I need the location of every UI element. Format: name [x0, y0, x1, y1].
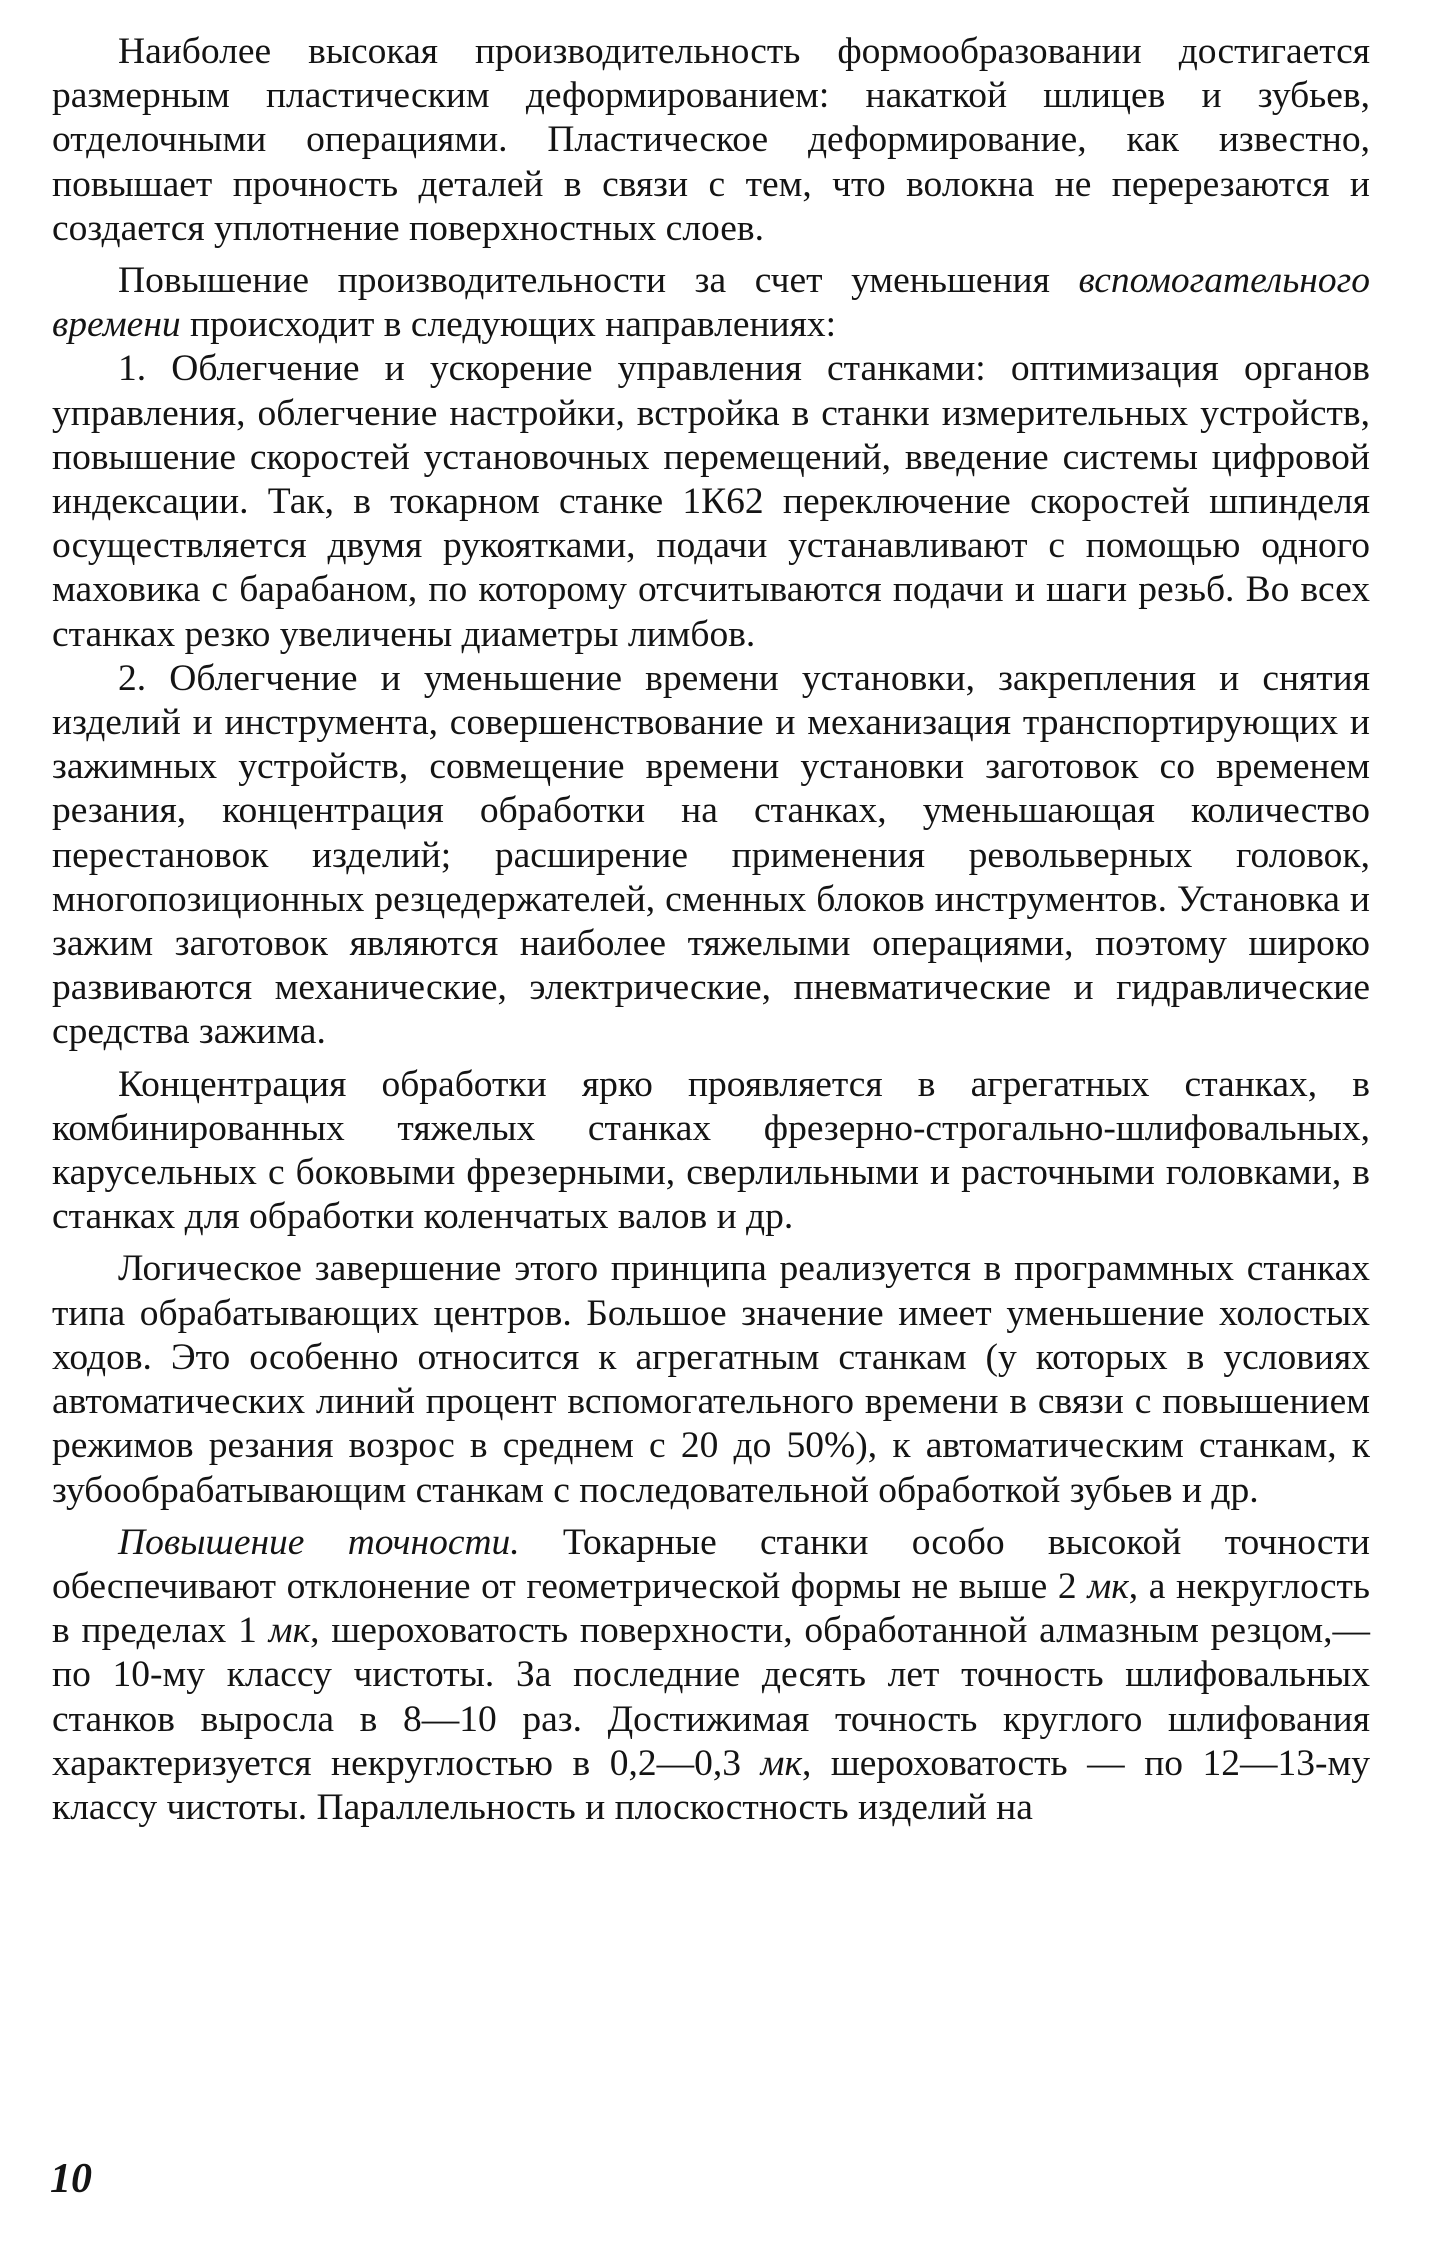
page-body	[52, 30, 1370, 1830]
text-run: , шероховатость поверхности, обработанной алмазным резцом,— по 10-му классу чистоты. За последние десять лет точность шлифовальных станков выросла в 8—10 раз. Достижимая точность круглого шлифования характеризуется некруглостью в 0,2—0,3	[52, 1610, 1370, 1784]
paragraph-forming-productivity	[52, 30, 1370, 251]
paragraph-auxiliary-time-intro	[52, 259, 1370, 347]
text-run: Токарные станки особо высокой точности обеспечивают отклонение от геометрической формы не выше 2	[52, 1521, 1370, 1607]
paragraph-accuracy	[52, 1521, 1370, 1830]
list-item-2	[52, 657, 1370, 1055]
text-run: 2. Облегчение и уменьшение времени установки, закрепления и снятия изделий и инструмента, совершенствование и механизация транспортирующих и зажимных устройств, совмещение времени установки заготовок со временем резания, концентрация обработки на станках, уменьшающая количество перестановок изделий; расширение применения револьверных головок, многопозиционных резцедержателей, сменных блоков инструментов. Установка и зажим заготовок являются наиболее тяжелыми операциями, поэтому широко развиваются механические, электрические, пневматические и гидравлические средства зажима.	[52, 657, 1370, 1053]
paragraph-logical-completion	[52, 1247, 1370, 1512]
italic-heading: Повышение точности.	[118, 1521, 520, 1563]
list-item-1	[52, 347, 1370, 656]
paragraph-concentration	[52, 1063, 1370, 1240]
page-number: 10	[50, 2156, 92, 2202]
text-run: происходит в следующих направлениях:	[180, 304, 837, 346]
italic-term: вспомогательного времени	[52, 260, 1370, 346]
text-run: , а некруглость в пределах 1	[52, 1565, 1370, 1652]
text-run: Логическое завершение этого принципа реализуется в программных станках типа обрабатывающих центров. Большое значение имеет уменьшение холостых ходов. Это особенно относится к агрегатным станкам (у которых в условиях автоматических линий процент вспомогательного времени в связи с повышением режимов резания возрос в среднем с 20 до 50%), к автоматическим станкам, к зубообрабатывающим станкам с последовательной обработкой зубьев и др.	[52, 1248, 1370, 1511]
text-run: , шероховатость — по 12—13-му классу чистоты. Параллельность и плоскостность изделий на	[52, 1742, 1371, 1828]
text-run: 1. Облегчение и ускорение управления станками: оптимизация органов управления, облегчение настройки, встройка в станки измерительных устройств, повышение скоростей установочных перемещений, введение системы цифровой индексации. Так, в токарном станке 1К62 переключение скоростей шпинделя осуществляется двумя рукоятками, подачи устанавливают с помощью одного маховика с барабаном, по которому отсчитываются подачи и шаги резьб. Во всех станках резко увеличены диаметры лимбов.	[52, 348, 1370, 655]
text-run: Наиболее высокая производительность формообразовании достигается размерным пластическим деформированием: накаткой шлицев и зубьев, отделочными операциями. Пластическое деформирование, как известно, повышает прочность деталей в связи с тем, что волокна не перерезаются и создается уплотнение поверхностных слоев.	[52, 31, 1370, 249]
unit-mk: мк	[268, 1610, 311, 1652]
text-run: Повышение производительности за счет уменьшения	[118, 260, 1079, 302]
text-run: Концентрация обработки ярко проявляется в агрегатных станках, в комбинированных тяжелых станках фрезерно-строгально-шлифовальных, карусельных с боковыми фрезерными, сверлильными и расточными головками, в станках для обработки коленчатых валов и др.	[52, 1063, 1370, 1238]
unit-mk: мк	[1087, 1565, 1129, 1607]
unit-mk: мк	[760, 1742, 803, 1784]
